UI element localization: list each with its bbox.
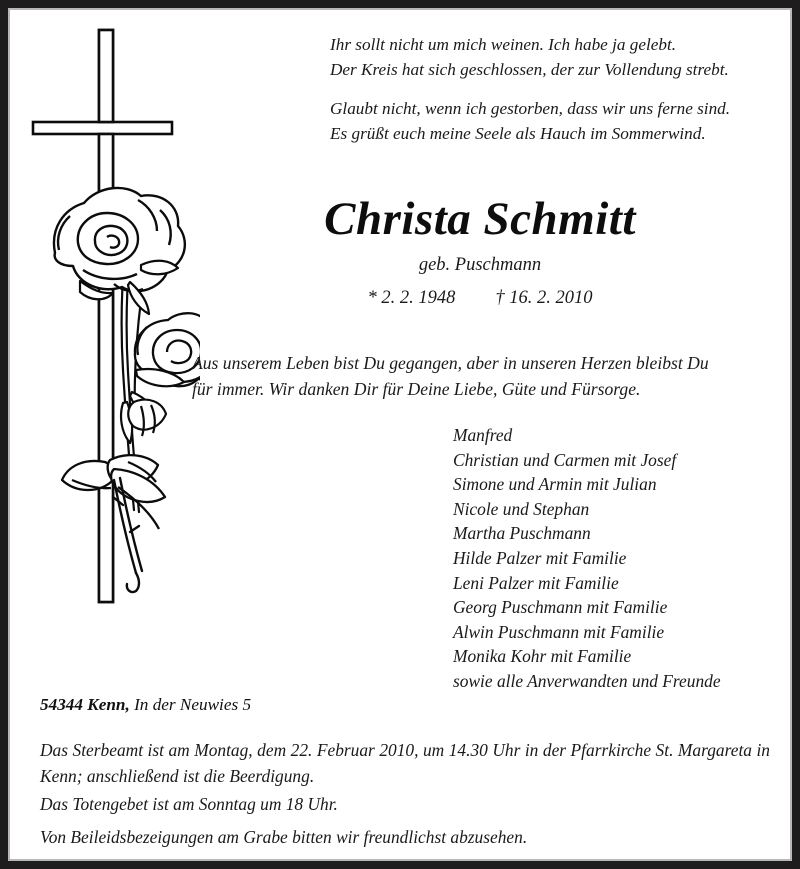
list-item: sowie alle Anverwandten und Freunde [453,670,721,691]
cross-with-roses-illustration [10,10,200,630]
address-line [40,695,251,715]
poem-stanza-2 [330,96,770,146]
list-item: Manfred [453,425,513,445]
list-item: Leni Palzer mit Familie [453,572,619,593]
poem-line: Der Kreis hat sich geschlossen, der zur Vollendung strebt. [330,60,729,79]
funeral-service-info: Das Sterbeamt ist am Montag, dem 22. Februar 2010, um 14.30 Uhr in der Pfarrkirche St. Margareta in Kenn; anschließend ist die Beerdigung. [40,740,770,786]
list-item: Alwin Puschmann mit Familie [453,621,665,642]
rose-blossom-upper [54,188,185,291]
tribute-line: für immer. Wir danken Dir für Deine Liebe, Güte und Fürsorge. [192,379,641,399]
maiden-name: geb. Puschmann [418,255,542,276]
deceased-name: Christa Schmitt [324,193,636,245]
poem-line: Ihr sollt nicht um mich weinen. Ich habe ja gelebt. [330,35,677,54]
list-item: Simone und Armin mit Julian [453,474,657,495]
poem-line: Glaubt nicht, wenn ich gestorben, dass wir uns ferne sind. [330,99,731,118]
prayer-service-info: Das Totengebet ist am Sonntag um 18 Uhr. [40,794,338,814]
mourners-list [453,423,773,694]
list-item: Monika Kohr mit Familie [453,646,632,667]
rose-bud [128,400,166,436]
list-item: Martha Puschmann [453,523,591,544]
tribute-text [192,350,770,402]
address-street: In der Neuwies 5 [134,695,252,714]
cross-vertical-overlay [99,30,113,602]
death-date: † 16. 2. 2010 [495,288,593,309]
memorial-poem [330,32,770,146]
poem-line: Es grüßt euch meine Seele als Hauch im Sommerwind. [330,124,706,143]
tribute-line: Aus unserem Leben bist Du gegangen, aber in unseren Herzen bleibst Du [192,353,709,373]
list-item: Hilde Palzer mit Familie [453,547,627,568]
birth-date: * 2. 2. 1948 [367,288,456,309]
list-item: Christian und Carmen mit Josef [453,449,677,470]
life-dates [190,288,770,309]
poem-stanza-1 [330,32,770,82]
deceased-name-block [190,195,770,309]
address-city: 54344 Kenn, [40,695,130,714]
condolence-note: Von Beileidsbezeigungen am Grabe bitten wir freundlichst abzusehen. [40,827,528,847]
notice-sheet [10,10,790,859]
list-item: Georg Puschmann mit Familie [453,597,668,618]
list-item: Nicole und Stephan [453,498,590,519]
